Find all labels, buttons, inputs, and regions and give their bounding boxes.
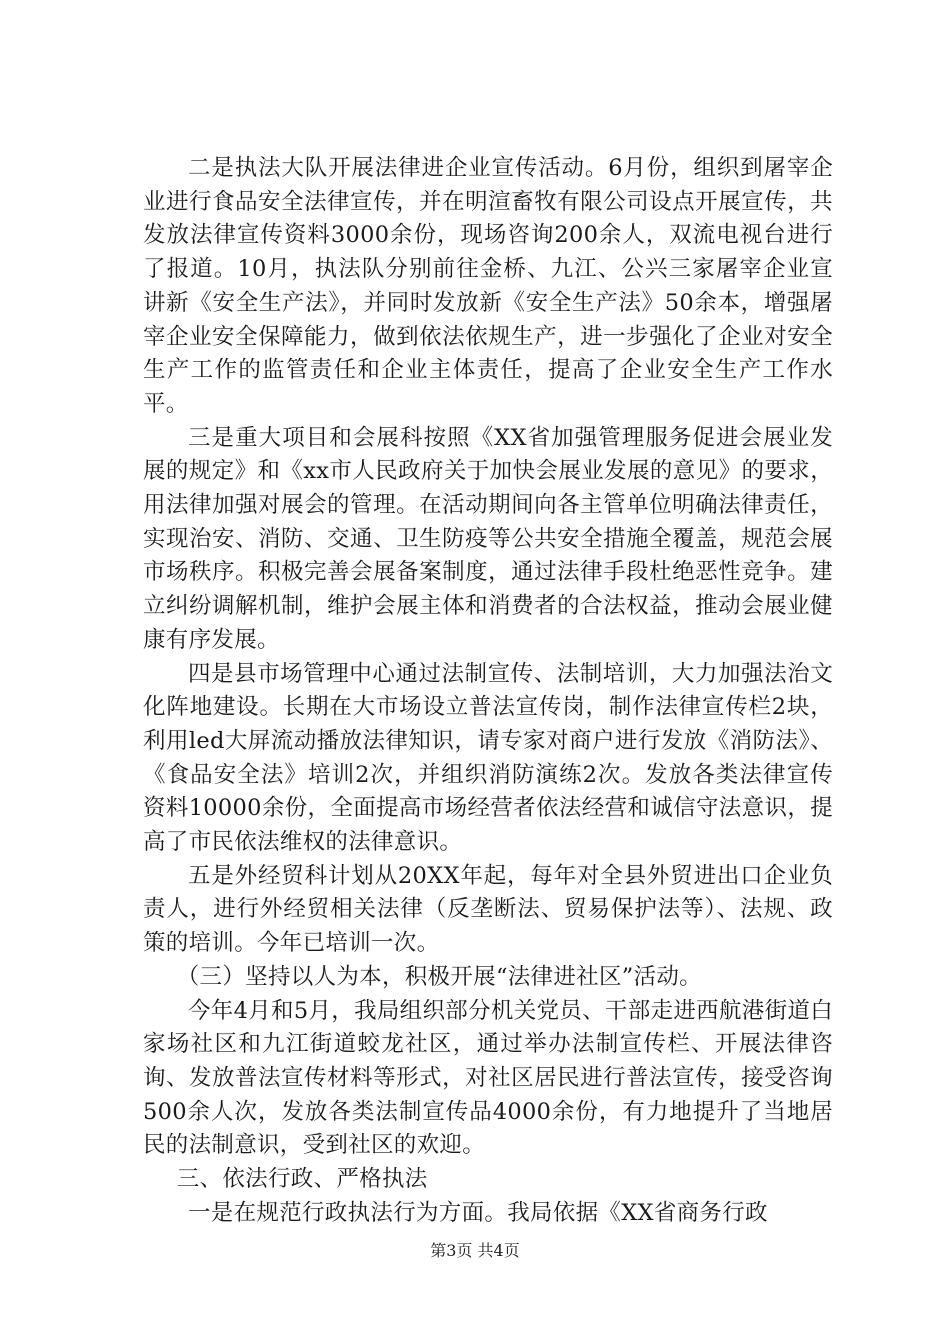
paragraph-administrative-enforcement: 一是在规范行政执法行为方面。我局依据《XX省商务行政 [188, 1199, 768, 1226]
paragraph-foreign-trade-section: 五是外经贸科计划从20XX年起，每年对全县外贸进出口企业负责人，进行外经贸相关法律（反垄断法、贸易保护法等）、法规、政策的培训。今年已培训一次。 [143, 862, 833, 957]
paragraph-exhibition-section: 三是重大项目和会展科按照《XX省加强管理服务促进会展业发展的规定》和《xx市人民政府关于加快会展业发展的意见》的要求，用法律加强对展会的管理。在活动期间向各主管单位明确法律责任，实现治安、消防、交通、卫生防疫等公共安全措施全覆盖，规范会展市场秩序。积极完善会展备案制度，通过法律手段杜绝恶性竞争。建立纠纷调解机制，维护会展主体和消费者的合法权益，推动会展业健康有序发展。 [143, 424, 833, 653]
paragraph-law-enforcement-team: 二是执法大队开展法律进企业宣传活动。6月份，组织到屠宰企业进行食品安全法律宣传，并在明渲畜牧有限公司设点开展宣传，共发放法律宣传资料3000余份，现场咨询200余人，双流电视台进行了报道。10月，执法队分别前往金桥、九江、公兴三家屠宰企业宣讲新《安全生产法》，并同时发放新《安全生产法》50余本，增强屠宰企业安全保障能力，做到依法依规生产，进一步强化了企业对安全生产工作的监管责任和企业主体责任，提高了企业安全生产工作水平。 [143, 155, 833, 417]
paragraph-community-activity: 今年4月和5月，我局组织部分机关党员、干部走进西航港街道白家场社区和九江街道蛟龙社区，通过举办法制宣传栏、开展法律咨询、发放普法宣传材料等形式，对社区居民进行普法宣传，接受咨询500余人次，发放各类法制宣传品4000余份，有力地提升了当地居民的法制意识，受到社区的欢迎。 [143, 997, 833, 1159]
document-body [143, 152, 833, 1231]
section-heading-administration: 三、依法行政、严格执法 [176, 1166, 428, 1193]
section-heading-community: （三）坚持以人为本，积极开展“法律进社区”活动。 [176, 963, 702, 990]
paragraph-market-management-center: 四是县市场管理中心通过法制宣传、法制培训，大力加强法治文化阵地建设。长期在大市场设立普法宣传岗，制作法律宣传栏2块，利用led大屏流动播放法律知识，请专家对商户进行发放《消防法》、《食品安全法》培训2次，并组织消防演练2次。发放各类法律宣传资料10000余份，全面提高市场经营者依法经营和诚信守法意识，提高了市民依法维权的法律意识。 [143, 660, 833, 856]
page-number-footer: 第3页 共4页 [430, 1241, 520, 1260]
